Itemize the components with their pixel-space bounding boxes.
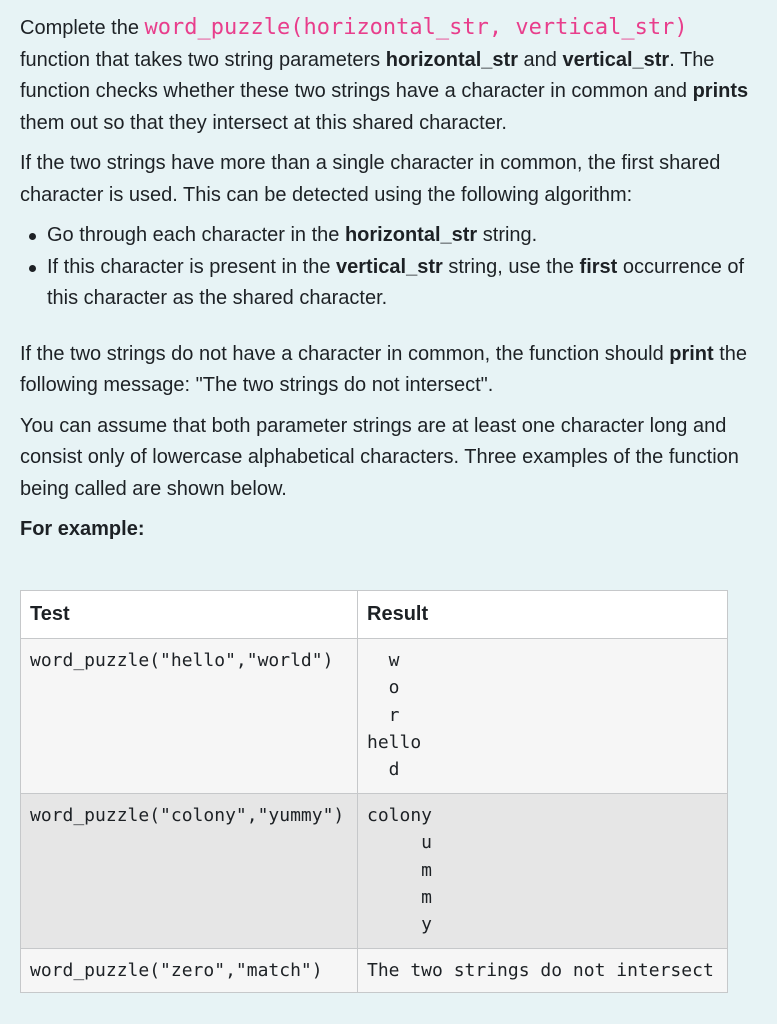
paragraph-no-common: [20, 339, 760, 402]
param-horizontal: horizontal_str: [385, 48, 518, 71]
test-cell: word_puzzle("hello","world"): [21, 639, 358, 794]
text: occurrence of this character as the shared character.: [47, 255, 745, 309]
function-signature: word_puzzle(horizontal_str, vertical_str): [144, 15, 688, 40]
result-cell: [358, 639, 728, 794]
table-row: [21, 794, 728, 949]
text: Complete the: [20, 17, 145, 39]
text: string.: [477, 224, 538, 246]
table-header-row: [21, 591, 728, 639]
result-cell: [358, 794, 728, 949]
paragraph-intro: [20, 12, 760, 139]
bold: first: [579, 255, 618, 278]
text: the following message: "The two strings do not intersect".: [20, 342, 748, 396]
param-vertical: vertical_str: [562, 48, 670, 71]
result-output: The two strings do not intersect: [367, 960, 714, 981]
bold: vertical_str: [336, 255, 443, 278]
text: string, use the: [442, 255, 580, 278]
table-row: [21, 949, 728, 993]
bold: horizontal_str: [344, 224, 478, 246]
for-example-heading: For example:: [20, 518, 145, 540]
result-output: w o r hello d: [367, 650, 422, 781]
algorithm-list: [20, 220, 760, 315]
prints-bold: prints: [692, 80, 749, 102]
examples-table: [20, 590, 728, 993]
text: them out so that they intersect at this shared character.: [20, 111, 507, 134]
text: and: [517, 48, 563, 71]
header-result: Result: [358, 591, 728, 639]
print-bold: print: [669, 342, 714, 365]
text: . The function checks whether these two strings have a character in common and: [20, 48, 715, 102]
list-item: [47, 220, 760, 252]
text: function that takes two string parameters: [20, 48, 386, 71]
paragraph-shared: If the two strings have more than a single character in common, the first shared character is used. This can be detected using the following algorithm:: [20, 152, 721, 206]
table-row: [21, 639, 728, 794]
test-cell: word_puzzle("colony","yummy"): [21, 794, 358, 949]
result-cell: [358, 949, 728, 993]
test-cell: word_puzzle("zero","match"): [21, 949, 358, 993]
list-item: [47, 252, 760, 315]
text: If the two strings do not have a character in common, the function should: [20, 342, 670, 365]
paragraph-assumptions: You can assume that both parameter strings are at least one character long and consist only of lowercase alphabetical characters. Three examples of the function being called are shown below.: [20, 414, 739, 500]
text: Go through each character in the: [47, 224, 345, 246]
question-text: [20, 12, 760, 981]
result-output: colony u m m y: [367, 805, 433, 936]
header-test: Test: [21, 591, 358, 639]
text: If this character is present in the: [47, 255, 337, 278]
